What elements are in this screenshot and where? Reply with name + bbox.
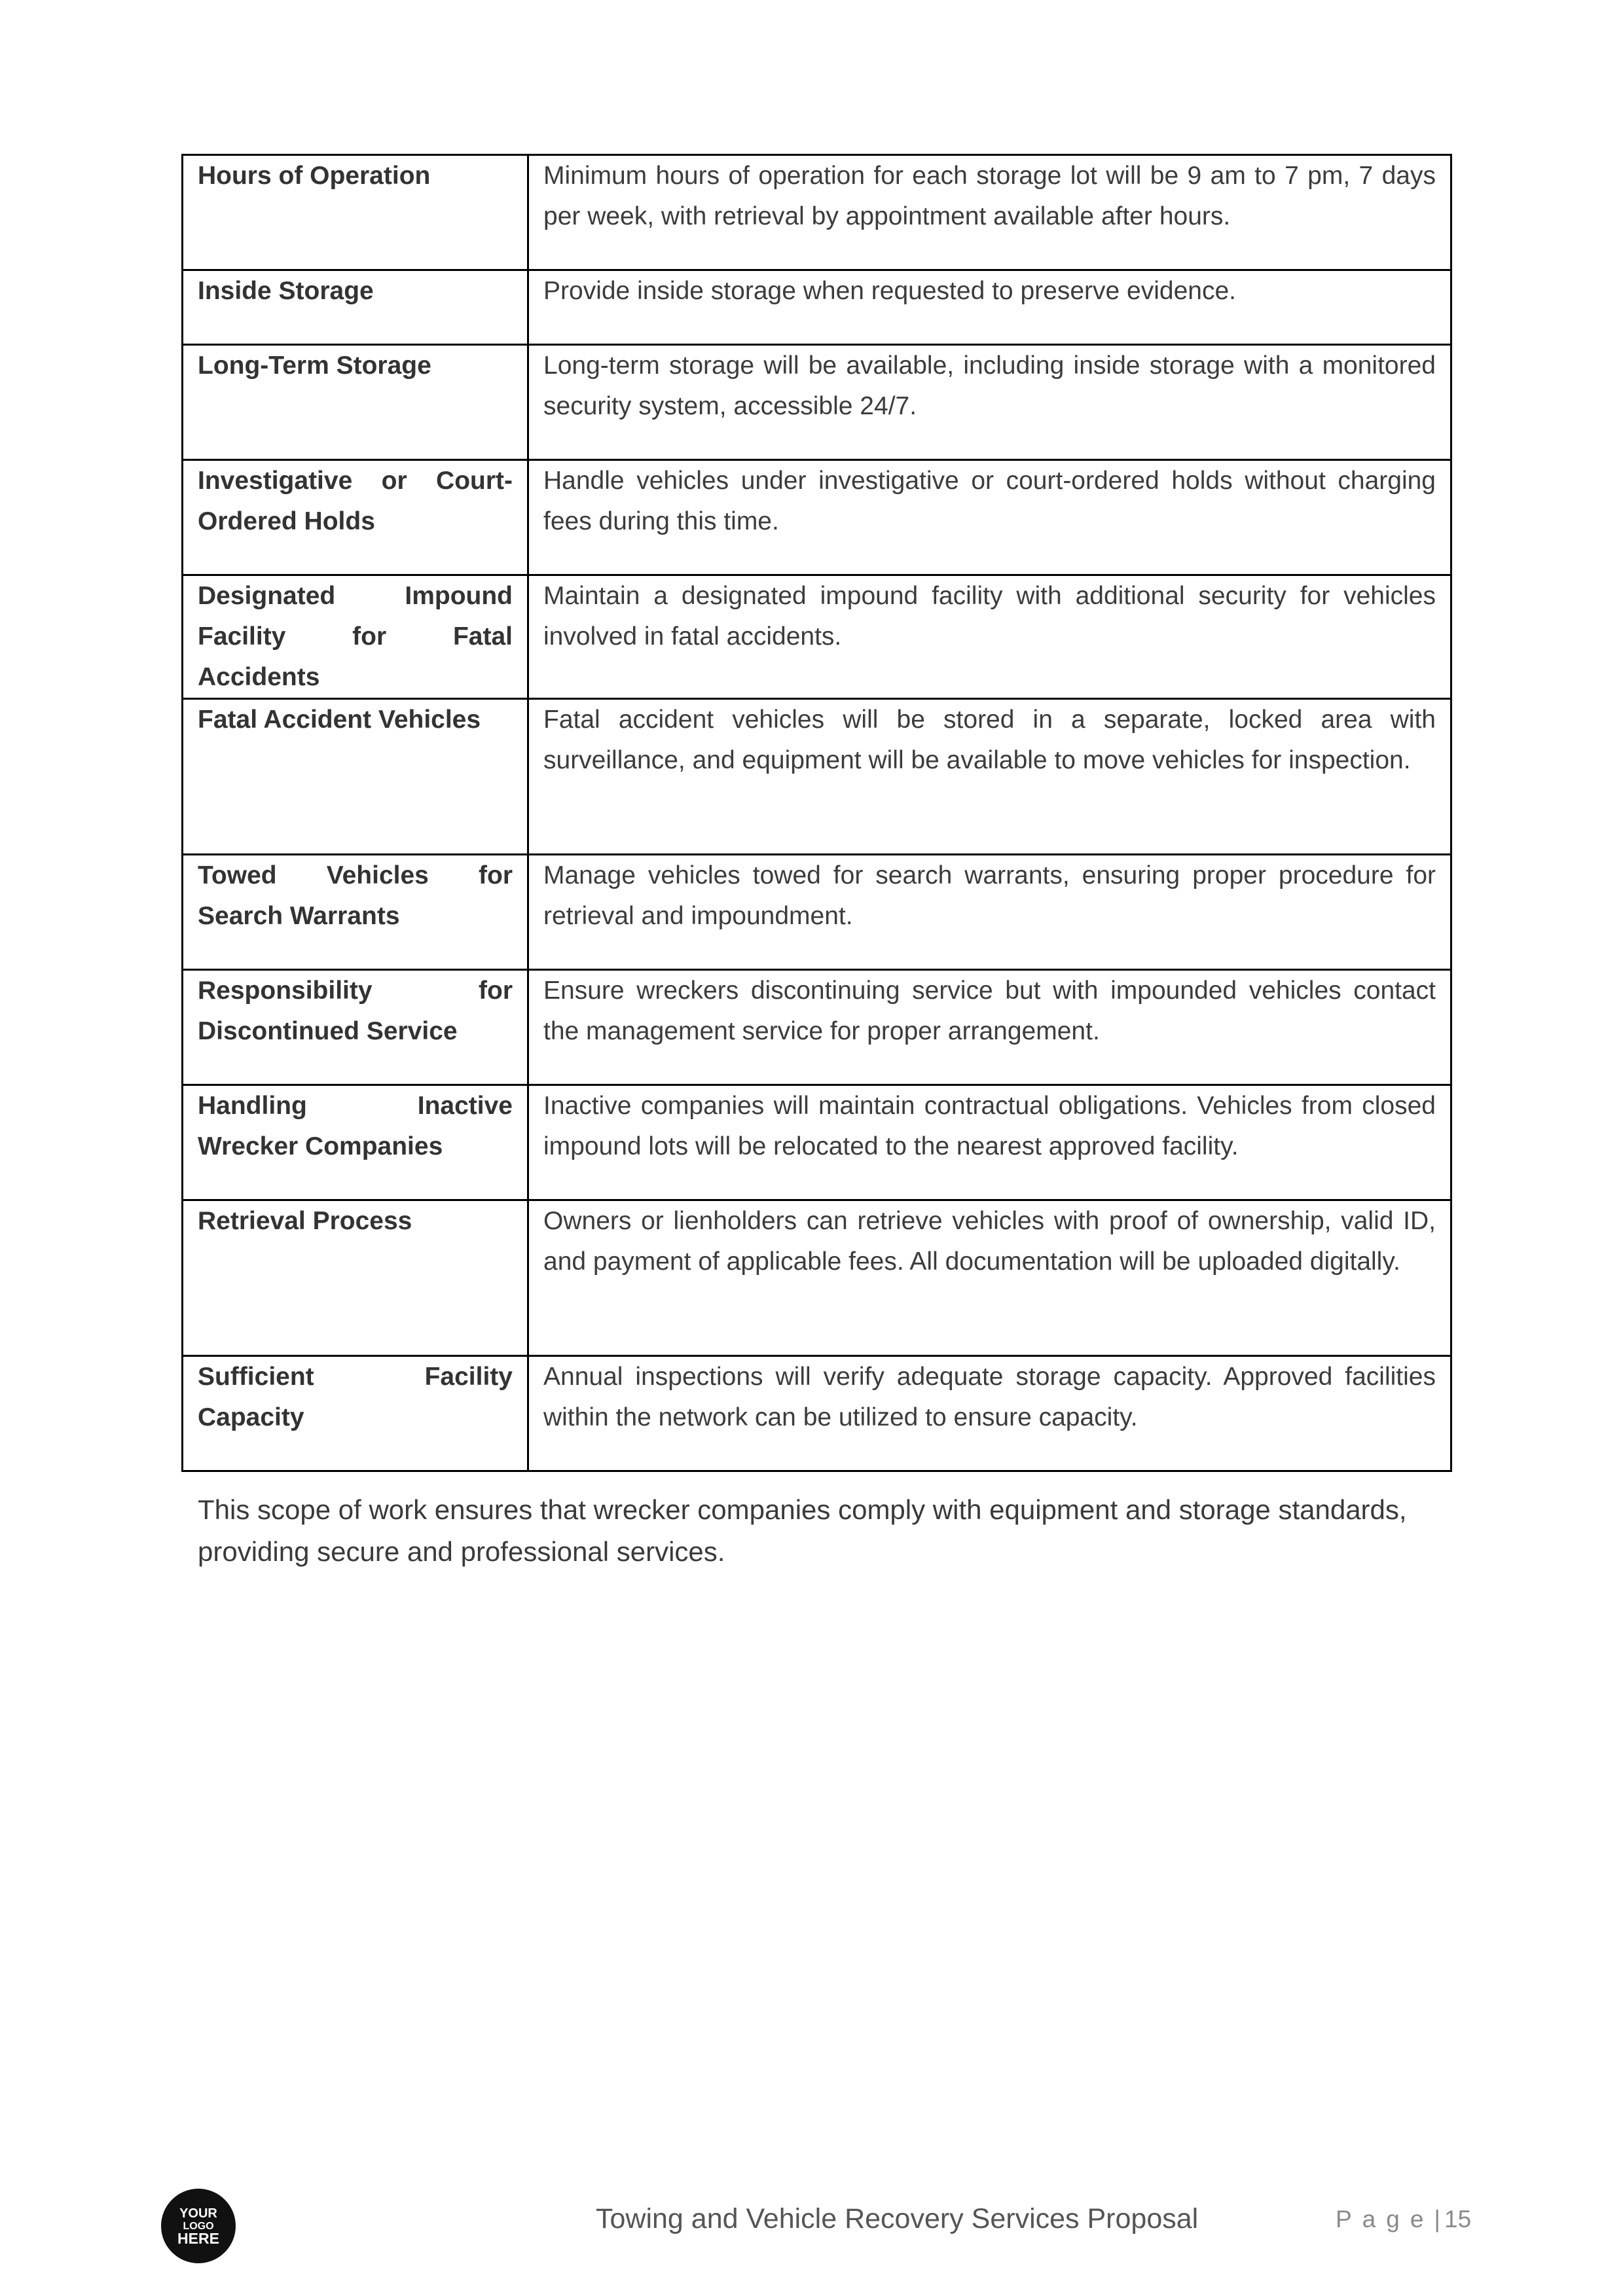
closing-paragraph: This scope of work ensures that wrecker companies comply with equipment and storage standards, providing secure and professional services.: [198, 1494, 1407, 1567]
table-row: [183, 1085, 1451, 1200]
row-description: Owners or lienholders can retrieve vehicles with proof of ownership, valid ID, and payment of applicable fees. All documentation will be uploaded digitally.: [528, 1200, 1451, 1356]
table-row: [183, 1356, 1451, 1471]
row-label: Sufficient Facility Capacity: [183, 1356, 528, 1471]
table-row: [183, 970, 1451, 1085]
table-row: [183, 270, 1451, 345]
row-label: Investigative or Court-Ordered Holds: [183, 460, 528, 575]
page-separator: |: [1434, 2206, 1441, 2233]
page-number: 15: [1444, 2206, 1472, 2233]
table-row: [183, 155, 1451, 270]
row-label: Hours of Operation: [183, 155, 528, 270]
row-description: Inactive companies will maintain contractual obligations. Vehicles from closed impound lots will be relocated to the nearest approved facility.: [528, 1085, 1451, 1200]
row-label: Long-Term Storage: [183, 345, 528, 460]
footer-document-title: Towing and Vehicle Recovery Services Proposal: [596, 2203, 1199, 2234]
logo-line: LOGO: [183, 2221, 214, 2232]
row-description: Fatal accident vehicles will be stored in a separate, locked area with surveillance, and equipment will be available to move vehicles for inspection.: [528, 699, 1451, 855]
company-logo: [161, 2189, 236, 2263]
table-row: [183, 345, 1451, 460]
row-label: Inside Storage: [183, 270, 528, 345]
footer-page-number: [1336, 2203, 1471, 2236]
row-label: Designated Impound Facility for Fatal Accidents: [183, 575, 528, 699]
row-description: Minimum hours of operation for each storage lot will be 9 am to 7 pm, 7 days per week, with retrieval by appointment available after hours.: [528, 155, 1451, 270]
row-description: Annual inspections will verify adequate storage capacity. Approved facilities within the network can be utilized to ensure capacity.: [528, 1356, 1451, 1471]
row-description: Ensure wreckers discontinuing service but with impounded vehicles contact the management service for proper arrangement.: [528, 970, 1451, 1085]
row-description: Provide inside storage when requested to preserve evidence.: [528, 270, 1451, 345]
row-description: Handle vehicles under investigative or court-ordered holds without charging fees during this time.: [528, 460, 1451, 575]
row-label: Retrieval Process: [183, 1200, 528, 1356]
row-label: Towed Vehicles for Search Warrants: [183, 855, 528, 970]
row-label: Handling Inactive Wrecker Companies: [183, 1085, 528, 1200]
logo-placeholder-icon: [161, 2189, 236, 2263]
table-row: [183, 699, 1451, 855]
table-row: [183, 1200, 1451, 1356]
table-row: [183, 460, 1451, 575]
row-description: Maintain a designated impound facility with additional security for vehicles involved in fatal accidents.: [528, 575, 1451, 699]
logo-line: HERE: [177, 2230, 219, 2247]
row-label: Responsibility for Discontinued Service: [183, 970, 528, 1085]
table-row: [183, 575, 1451, 699]
scope-table: [181, 154, 1452, 1472]
table-row: [183, 855, 1451, 970]
row-description: Long-term storage will be available, including inside storage with a monitored security system, accessible 24/7.: [528, 345, 1451, 460]
logo-line: YOUR: [179, 2206, 217, 2221]
page-label: Page: [1336, 2206, 1434, 2233]
row-description: Manage vehicles towed for search warrants, ensuring proper procedure for retrieval and impoundment.: [528, 855, 1451, 970]
row-label: Fatal Accident Vehicles: [183, 699, 528, 855]
